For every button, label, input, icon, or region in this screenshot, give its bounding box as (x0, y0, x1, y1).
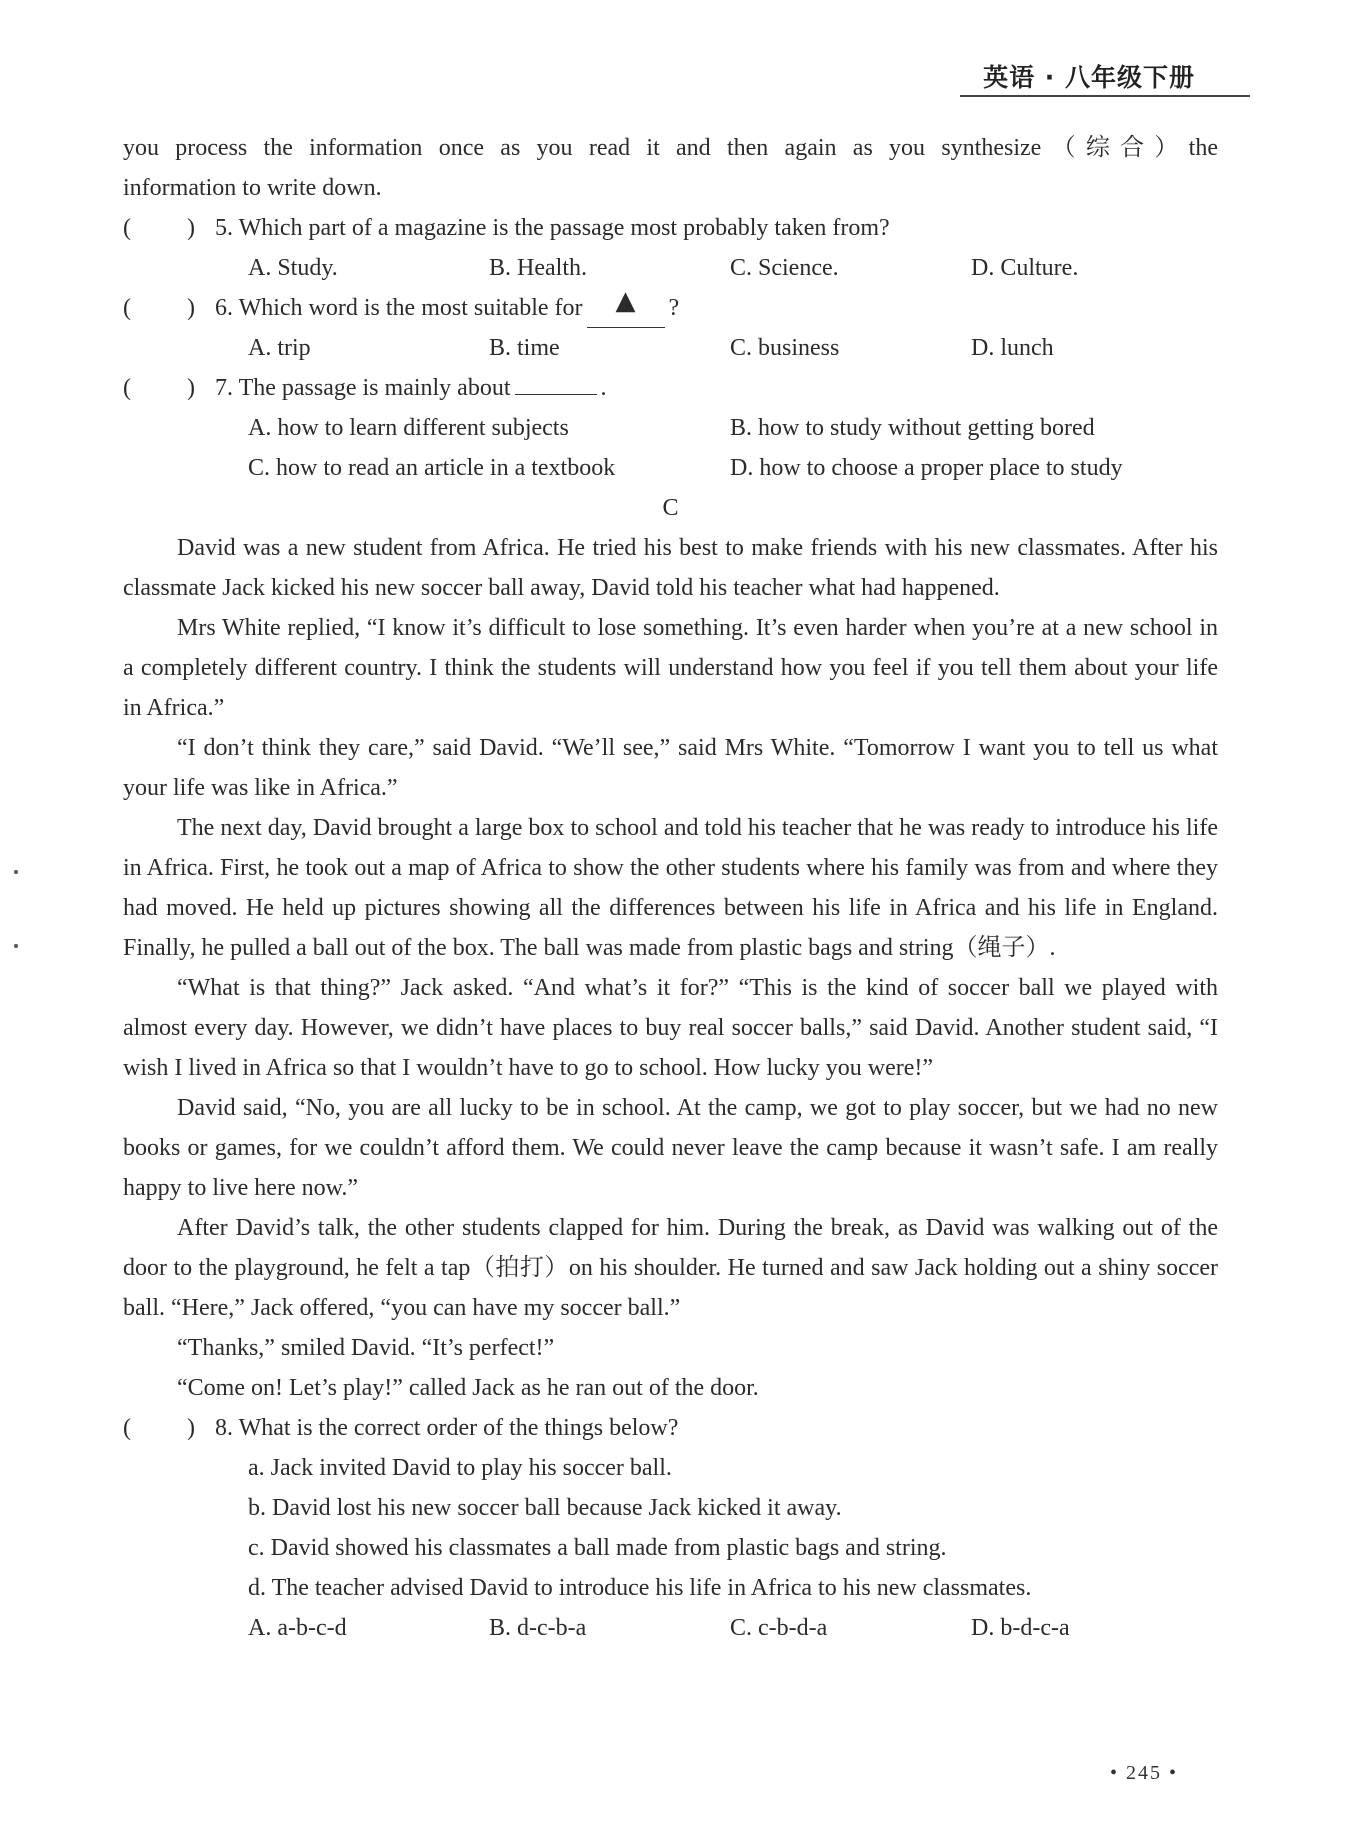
question-5-options (248, 248, 1218, 288)
option-c: C. Science. (730, 255, 839, 281)
answer-parentheses[interactable]: ( ) (123, 1415, 195, 1441)
option-b: B. how to study without getting bored (730, 415, 1095, 441)
option-c: C. business (730, 335, 840, 361)
option-a: A. trip (248, 335, 311, 361)
order-item: c. David showed his classmates a ball made from plastic bags and string. (248, 1535, 947, 1561)
question-8 (123, 1408, 1218, 1448)
margin-mark (14, 870, 18, 874)
page-header-title: 英语 · 八年级下册 (983, 63, 1195, 92)
page-content (123, 128, 1218, 1648)
option-c: C. how to read an article in a textbook (248, 455, 616, 481)
question-6-options (248, 328, 1218, 368)
question-7-options-row-2 (248, 448, 1218, 488)
question-text: 5. Which part of a magazine is the passage most probably taken from? (215, 215, 890, 241)
question-7-options-row-1 (248, 408, 1218, 448)
passage-paragraph: “Come on! Let’s play!” called Jack as he ran out of the door. (177, 1375, 759, 1401)
option-d: D. b-d-c-a (971, 1615, 1070, 1641)
section-heading: C (662, 495, 679, 521)
order-item: b. David lost his new soccer ball because Jack kicked it away. (248, 1495, 842, 1521)
option-a: A. Study. (248, 255, 338, 281)
answer-parentheses[interactable]: ( ) (123, 375, 195, 401)
option-d: D. Culture. (971, 255, 1079, 281)
option-b: B. time (489, 335, 560, 361)
intro-line-1: you process the information once as you read it and then again as you synthesize（综合）the (123, 135, 1218, 161)
question-8-options (248, 1608, 1218, 1648)
triangle-blank-marker: ▲ (587, 288, 665, 328)
answer-parentheses[interactable]: ( ) (123, 295, 195, 321)
question-tail: . (600, 375, 607, 401)
option-d: D. lunch (971, 335, 1054, 361)
answer-blank[interactable] (515, 368, 597, 395)
intro-line-2: information to write down. (123, 175, 382, 201)
question-text: 8. What is the correct order of the things below? (215, 1415, 679, 1441)
option-b: B. Health. (489, 255, 587, 281)
passage-paragraph: David was a new student from Africa. He tried his best to make friends with his new classmates. After his classmate Jack kicked his new soccer ball away, David told his teacher what had happened. (123, 535, 1218, 601)
page-number: • 245 • (1110, 1762, 1179, 1784)
passage-paragraph: The next day, David brought a large box to school and told his teacher that he was ready to introduce his life in Africa. First, he took out a map of Africa to show the other students where his family was from and where they had moved. He held up pictures showing all the differences between his life in Africa and his life in England. Finally, he pulled a ball out of the box. The ball was made from plastic bags and string（绳子）. (123, 815, 1218, 961)
order-item: a. Jack invited David to play his soccer ball. (248, 1455, 672, 1481)
passage-paragraph: “Thanks,” smiled David. “It’s perfect!” (177, 1335, 555, 1361)
option-d: D. how to choose a proper place to study (730, 455, 1123, 481)
question-5 (123, 208, 1218, 248)
option-c: C. c-b-d-a (730, 1615, 828, 1641)
passage-paragraph: “What is that thing?” Jack asked. “And what’s it for?” “This is the kind of soccer ball we played with almost every day. However, we didn’t have places to buy real soccer balls,” said David. Another student said, “I wish I lived in Africa so that I wouldn’t have to go to school. How lucky you were!” (123, 975, 1218, 1081)
order-item: d. The teacher advised David to introduce his life in Africa to his new classmates. (248, 1575, 1032, 1601)
question-6 (123, 288, 1218, 328)
option-b: B. d-c-b-a (489, 1615, 587, 1641)
margin-mark (14, 944, 18, 948)
question-tail: ? (668, 295, 680, 321)
question-7 (123, 368, 1218, 408)
passage-paragraph: After David’s talk, the other students clapped for him. During the break, as David was walking out of the door to the playground, he felt a tap（拍打）on his shoulder. He turned and saw Jack holding out a shiny soccer ball. “Here,” Jack offered, “you can have my soccer ball.” (123, 1215, 1218, 1321)
answer-parentheses[interactable]: ( ) (123, 215, 195, 241)
passage-paragraph: Mrs White replied, “I know it’s difficult to lose something. It’s even harder when you’re at a new school in a completely different country. I think the students will understand how you feel if you tell them about your life in Africa.” (123, 615, 1218, 721)
option-a: A. how to learn different subjects (248, 415, 569, 441)
passage-paragraph: “I don’t think they care,” said David. “We’ll see,” said Mrs White. “Tomorrow I want you to tell us what your life was like in Africa.” (123, 735, 1218, 801)
passage-paragraph: David said, “No, you are all lucky to be in school. At the camp, we got to play soccer, but we had no new books or games, for we couldn’t afford them. We could never leave the camp because it wasn’t safe. I am really happy to live here now.” (123, 1095, 1218, 1201)
question-text: 7. The passage is mainly about (215, 375, 511, 401)
option-a: A. a-b-c-d (248, 1615, 347, 1641)
header-rule (960, 95, 1250, 97)
question-text: 6. Which word is the most suitable for (215, 295, 583, 321)
